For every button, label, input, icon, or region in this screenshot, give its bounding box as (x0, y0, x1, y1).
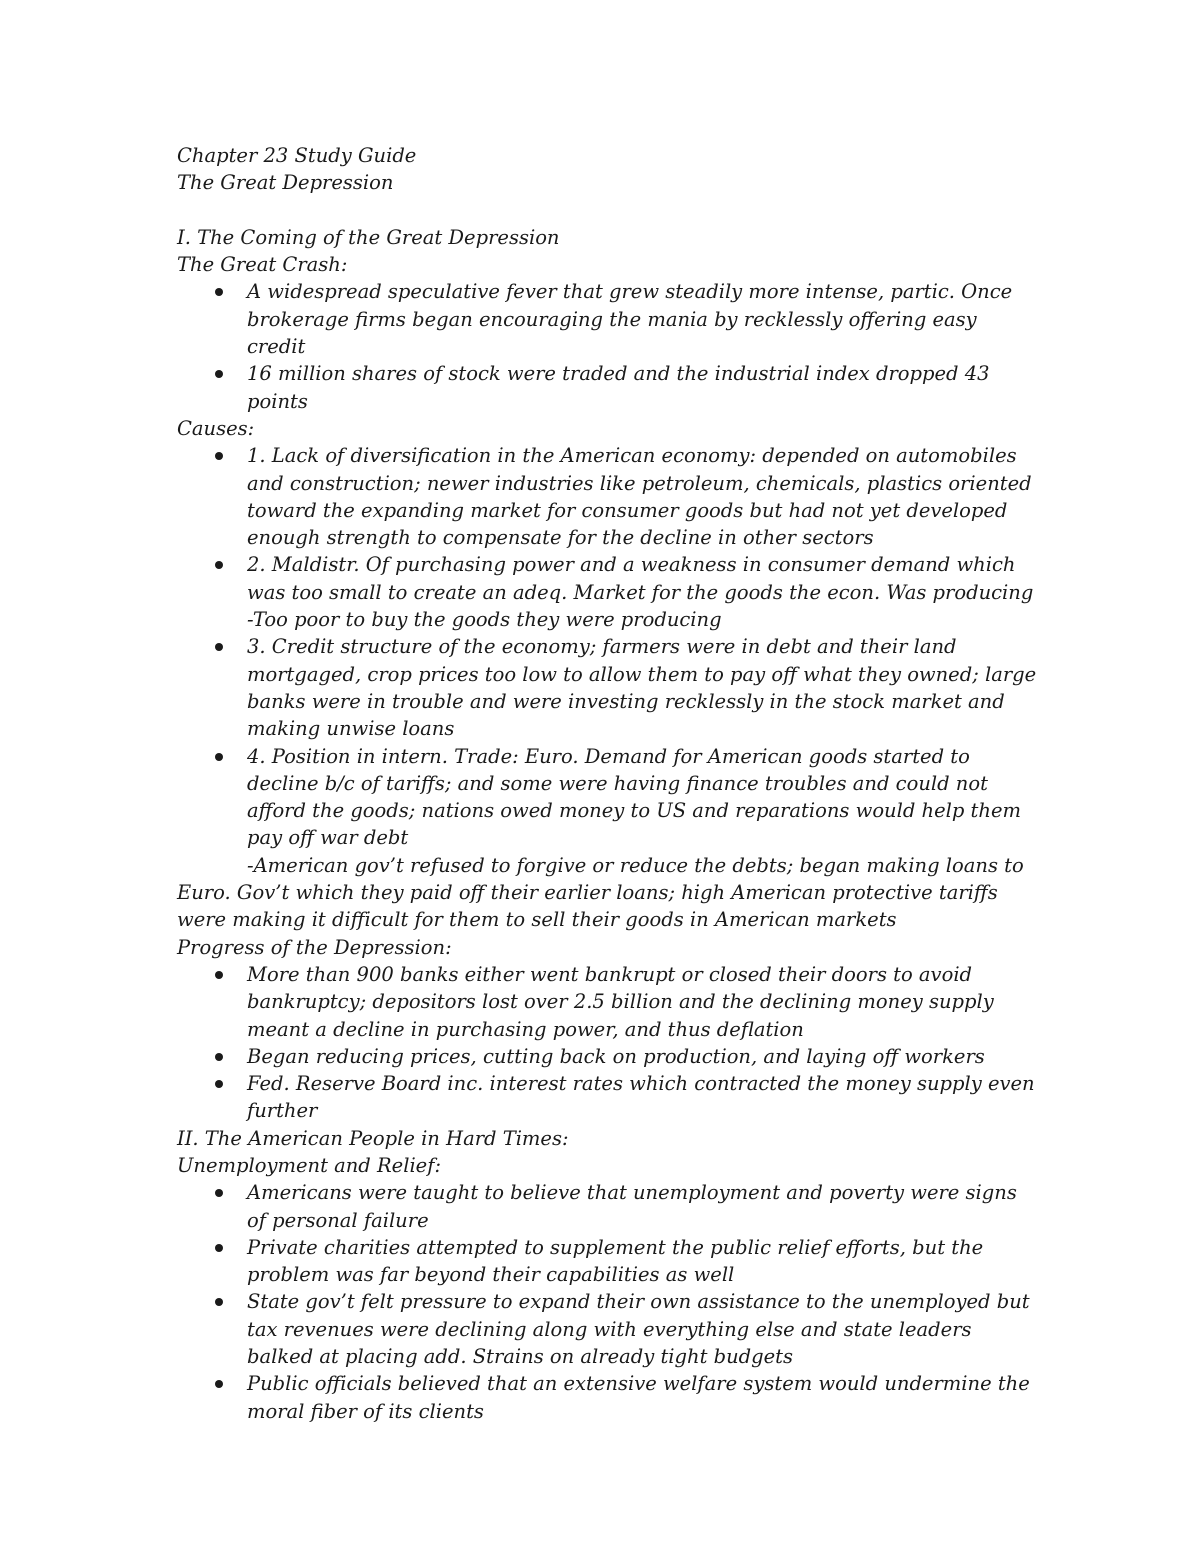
bullet-icon (215, 1053, 223, 1061)
subsection-label-great-crash: The Great Crash: (177, 253, 348, 277)
list-item (177, 278, 1037, 360)
list-item-text: State gov’t felt pressure to expand their own assistance to the unemployed but tax revenues were declining along with everything else and state leaders balked at placing add. Strains on already tight budgets (247, 1290, 1030, 1369)
bullet-icon (215, 288, 223, 296)
bullet-icon (215, 753, 223, 761)
unemployment-list (177, 1179, 1037, 1425)
subsection-label-progress: Progress of the Depression: (177, 935, 452, 959)
list-item (177, 1370, 1037, 1425)
great-crash-list (177, 278, 1037, 414)
bullet-icon (215, 1080, 223, 1088)
document-title: Chapter 23 Study Guide (177, 144, 417, 167)
section-heading-1: I. The Coming of the Great Depression (177, 225, 560, 249)
bullet-icon (215, 1244, 223, 1252)
bullet-icon (215, 1189, 223, 1197)
bullet-icon (215, 1380, 223, 1388)
list-item-text: Fed. Reserve Board inc. interest rates which contracted the money supply even further (247, 1072, 1035, 1123)
bullet-icon (215, 1298, 223, 1306)
list-item (177, 633, 1037, 742)
list-item (177, 1288, 1037, 1370)
causes-continuation: Euro. Gov’t which they paid off their earlier loans; high American protective tariffs were making it difficult for them to sell their goods in American markets (177, 881, 998, 932)
document-subtitle: The Great Depression (177, 171, 394, 195)
spacer (177, 197, 1037, 224)
list-item-text: Americans were taught to believe that unemployment and poverty were signs of personal failure (247, 1181, 1017, 1232)
section-heading-2: II. The American People in Hard Times: (177, 1126, 569, 1150)
causes-continuation-indent: -American gov’t refused to forgive or reduce the debts; began making loans to (247, 853, 1024, 877)
bullet-icon (215, 561, 223, 569)
list-item (177, 360, 1037, 415)
bullet-icon (215, 452, 223, 460)
list-item (177, 743, 1037, 852)
list-item (177, 1043, 1037, 1070)
list-item-text: A widespread speculative fever that grew steadily more intense, partic. Once brokerage firms began encouraging the mania by recklessly offering easy credit (247, 280, 1013, 359)
document-page (177, 142, 1037, 1425)
list-item-text: 16 million shares of stock were traded and the industrial index dropped 43 points (247, 362, 990, 413)
list-item-text: More than 900 banks either went bankrupt or closed their doors to avoid bankruptcy; depositors lost over 2.5 billion and the declining money supply meant a decline in purchasing power, and thus deflation (247, 962, 994, 1041)
list-item (177, 1070, 1037, 1125)
list-item (177, 1234, 1037, 1289)
subsection-label-causes: Causes: (177, 416, 255, 440)
causes-list (177, 442, 1037, 851)
bullet-icon (215, 370, 223, 378)
list-item (177, 961, 1037, 1043)
list-item (177, 551, 1037, 633)
list-item-text: Public officials believed that an extensive welfare system would undermine the moral fiber of its clients (247, 1372, 1030, 1423)
list-item-text: 1. Lack of diversification in the American economy: depended on automobiles and construction; newer industries like petroleum, chemicals, plastics oriented toward the expanding market for consumer goods but had not yet developed enough strength to compensate for the decline in other sectors (247, 444, 1032, 550)
progress-list (177, 961, 1037, 1125)
list-item (177, 1179, 1037, 1234)
list-item-text: 2. Maldistr. Of purchasing power and a weakness in consumer demand which was too small to create an adeq. Market for the goods the econ. Was producing -Too poor to buy the goods they were producing (247, 553, 1034, 632)
bullet-icon (215, 643, 223, 651)
list-item-text: Began reducing prices, cutting back on production, and laying off workers (247, 1044, 985, 1068)
list-item-text: 3. Credit structure of the economy; farmers were in debt and their land mortgaged, crop prices too low to allow them to pay off what they owned; large banks were in trouble and were investing recklessly in the stock market and making unwise loans (247, 635, 1037, 741)
subsection-label-unemployment: Unemployment and Relief: (177, 1153, 442, 1177)
list-item-text: Private charities attempted to supplement the public relief efforts, but the problem was far beyond their capabilities as well (247, 1235, 984, 1287)
list-item-text: 4. Position in intern. Trade: Euro. Demand for American goods started to decline b/c of tariffs; and some were having finance troubles and could not afford the goods; nations owed money to US and reparations would help them pay off war debt (247, 744, 1021, 850)
bullet-icon (215, 971, 223, 979)
list-item (177, 442, 1037, 551)
